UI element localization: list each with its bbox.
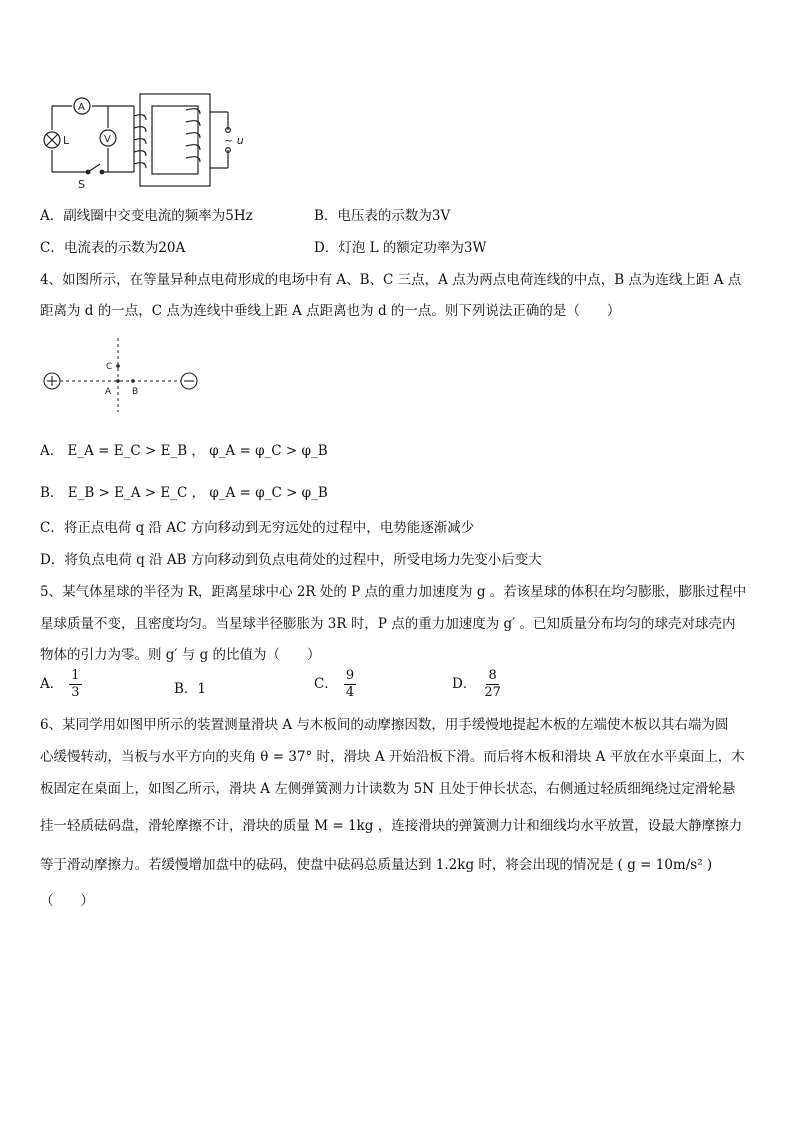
q5-option-b: B．1 [174, 681, 207, 697]
q6-line-2: 心缓慢转动，当板与水平方向的夹角 θ = 37° 时，滑块 A 开始沿板下滑。而后将木板和滑块 A 平放在水平桌面上，木 [40, 749, 745, 765]
point-c-label: C [106, 362, 113, 372]
q5-line-2: 星球质量不变，且密度均匀。当星球半径膨胀为 3R 时，P 点的重力加速度为 g′ 。已知质量分布均匀的球壳对球壳内 [40, 616, 736, 632]
q5-option-c-label: C． [314, 676, 338, 692]
q4-option-b: B． E_B > E_A > E_C ， φ_A = φ_C > φ_B [40, 485, 328, 501]
q5-option-d-label: D． [452, 676, 477, 692]
q3-option-a: A．副线圈中交变电流的频率为5Hz [40, 208, 253, 224]
voltmeter-label: V [104, 134, 111, 145]
q5-option-d-numerator: 8 [488, 668, 497, 683]
q4-option-d: D．将负点电荷 q 沿 AB 方向移动到负点电荷处的过程中，所受电场力先变小后变大 [40, 552, 542, 568]
q5-option-c-numerator: 9 [345, 668, 355, 683]
q3-option-c: C．电流表的示数为20A [40, 240, 186, 256]
q6-answer-brackets: （ ） [40, 893, 94, 909]
q4-option-c: C．将正点电荷 q 沿 AC 方向移动到无穷远处的过程中，电势能逐渐减少 [40, 520, 475, 536]
point-b-label: B [132, 387, 139, 397]
q4-stem-line-2: 距离为 d 的一点，C 点为连线中垂线上距 A 点距离也为 d 的一点。则下列说法正确的是（ ） [40, 303, 621, 319]
q6-line-1: 6、某同学用如图甲所示的装置测量滑块 A 与木板间的动摩擦因数，用手缓慢地提起木板的左端使木板以其右端为圆 [40, 717, 729, 733]
q5-line-3: 物体的引力为零。则 g′ 与 g 的比值为（ ） [40, 647, 321, 663]
point-a-label: A [105, 387, 112, 397]
lamp-label: L [63, 134, 70, 147]
q5-option-d-denominator: 27 [484, 685, 501, 700]
q5-option-a-label: A． [40, 676, 64, 692]
q5-option-c-denominator: 4 [345, 685, 355, 700]
q5-line-1: 5、某气体星球的半径为 R，距离星球中心 2R 处的 P 点的重力加速度为 g 。若该星球的体积在均匀膨胀，膨胀过程中 [40, 584, 747, 600]
q5-option-a-denominator: 3 [71, 685, 80, 700]
switch-label: S [78, 178, 85, 191]
q6-line-4: 挂一轻质砝码盘，滑轮摩擦不计，滑块的质量 M = 1kg ，连接滑块的弹簧测力计和细线均水平放置，设最大静摩擦力 [40, 818, 743, 834]
q5-option-a-numerator: 1 [71, 668, 80, 683]
q3-option-d: D．灯泡 L 的额定功率为3W [314, 240, 487, 256]
charge-field-diagram [40, 336, 200, 416]
ammeter-label: A [78, 102, 85, 113]
q3-option-b: B．电压表的示数为3V [314, 208, 451, 224]
q6-line-5: 等于滑动摩擦力。若缓慢增加盘中的砝码，使盘中砝码总质量达到 1.2kg 时，将会出现的情况是 ( g = 10m/s² ) [40, 857, 713, 873]
q5-option-d [452, 668, 503, 701]
q5-option-a [40, 668, 82, 701]
q4-stem-line-1: 4、如图所示，在等量异种点电荷形成的电场中有 A、B、C 三点，A 点为两点电荷连线的中点，B 点为连线上距 A 点 [40, 272, 742, 288]
q5-option-c [314, 668, 356, 701]
q4-option-a: A． E_A = E_C > E_B ， φ_A = φ_C > φ_B [40, 443, 328, 459]
source-label: ~ u [224, 134, 244, 147]
transformer-circuit-diagram [38, 88, 253, 192]
q6-line-3: 板固定在桌面上，如图乙所示，滑块 A 左侧弹簧测力计读数为 5N 且处于伸长状态，右侧通过轻质细绳绕过定滑轮悬 [40, 781, 736, 797]
